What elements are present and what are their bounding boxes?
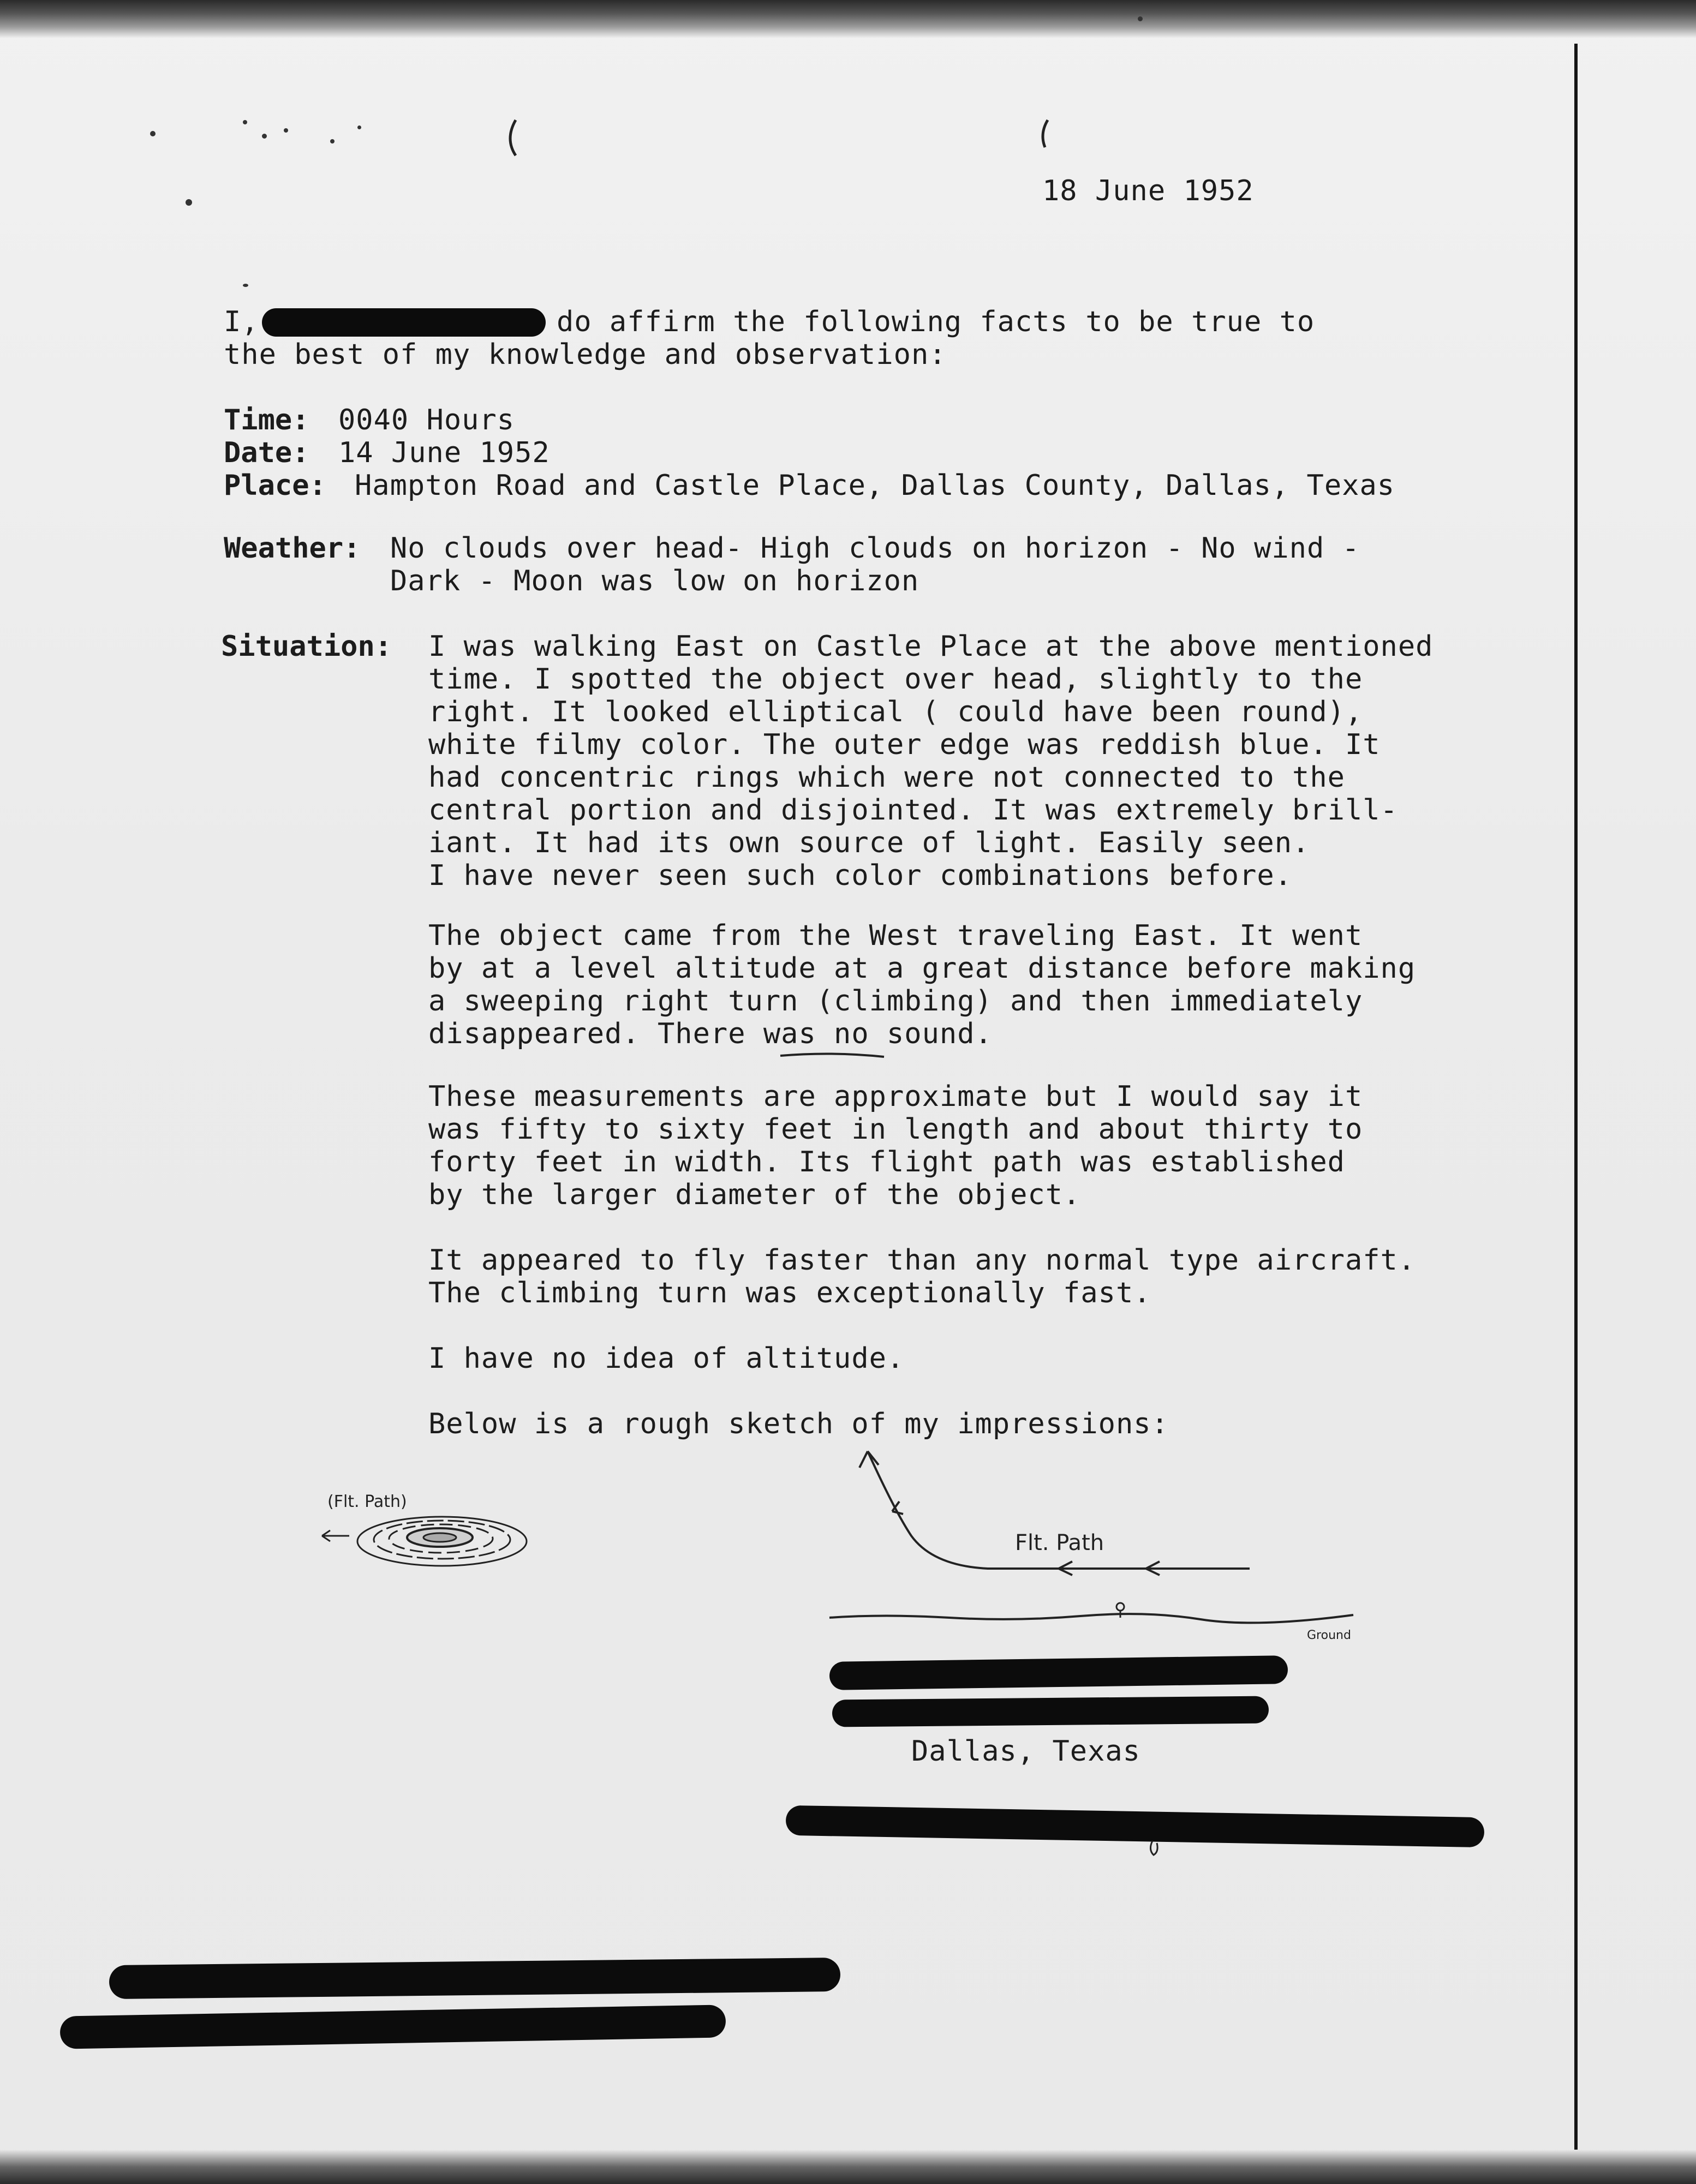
paragraph-line: white filmy color. The outer edge was reddish blue. It — [428, 728, 1381, 761]
affirmation-prefix: I, — [224, 306, 259, 338]
paragraph-line: forty feet in width. Its flight path was established — [428, 1146, 1345, 1178]
paragraph-line: Below is a rough sketch of my impressions: — [428, 1408, 1169, 1440]
handwritten-underline — [778, 1050, 887, 1061]
situation-paragraph-2 — [428, 919, 1416, 1050]
paragraph-line: It appeared to fly faster than any normal type aircraft. — [428, 1244, 1416, 1277]
place-label: Place: — [224, 469, 326, 502]
paragraph-line: time. I spotted the object over head, slightly to the — [428, 663, 1363, 696]
document-date: 18 June 1952 — [1042, 175, 1254, 207]
situation-paragraph-5 — [428, 1342, 904, 1375]
paragraph-line: by at a level altitude at a great distance before making — [428, 952, 1416, 985]
paragraph-line: disappeared. There was no sound. — [428, 1018, 993, 1050]
redaction-name — [262, 308, 546, 337]
redaction-signature-line-2 — [832, 1696, 1269, 1727]
affirmation-line2: the best of my knowledge and observation: — [224, 338, 947, 371]
paragraph-line: These measurements are approximate but I would say it — [428, 1080, 1363, 1113]
weather-label: Weather: — [224, 532, 361, 565]
affirmation-line1: do affirm the following facts to be true to — [557, 306, 1315, 338]
situation-paragraph-6 — [428, 1408, 1169, 1440]
object-sketch — [316, 1511, 535, 1599]
paragraph-line: The climbing turn was exceptionally fast. — [428, 1277, 1151, 1309]
situation-paragraph-4 — [428, 1244, 1416, 1309]
sketch-right-label: Flt. Path — [1015, 1530, 1104, 1555]
situation-paragraph-3 — [428, 1080, 1363, 1211]
paragraph-line: central portion and disjointed. It was extremely brill- — [428, 794, 1398, 827]
date-label: Date: — [224, 436, 309, 469]
paragraph-line: I have never seen such color combinations before. — [428, 859, 1293, 892]
paragraph-line: by the larger diameter of the object. — [428, 1178, 1081, 1211]
signature-mark — [1146, 1839, 1168, 1860]
paragraph-line: had concentric rings which were not connected to the — [428, 761, 1345, 794]
sketch-left-label: (Flt. Path) — [327, 1492, 407, 1511]
time-label: Time: — [224, 404, 309, 436]
weather-line-1: No clouds over head- High clouds on horizon - No wind - — [390, 532, 1360, 565]
paragraph-line: I was walking East on Castle Place at the above mentioned — [428, 630, 1434, 663]
situation-paragraph-1 — [428, 630, 1433, 892]
situation-label: Situation: — [221, 630, 392, 663]
signature-city: Dallas, Texas — [911, 1735, 1140, 1768]
weather-line-2: Dark - Moon was low on horizon — [390, 565, 919, 597]
date-value: 14 June 1952 — [338, 436, 550, 469]
time-value: 0040 Hours — [338, 404, 515, 436]
paragraph-line: iant. It had its own source of light. Easily seen. — [428, 827, 1310, 859]
paragraph-line: a sweeping right turn (climbing) and then immediately — [428, 985, 1363, 1018]
paragraph-line: I have no idea of altitude. — [428, 1342, 905, 1375]
paragraph-line: The object came from the West traveling East. It went — [428, 919, 1363, 952]
sketch-ground-label: Ground — [1307, 1629, 1351, 1642]
paragraph-line: was fifty to sixty feet in length and about thirty to — [428, 1113, 1363, 1146]
place-value: Hampton Road and Castle Place, Dallas County, Dallas, Texas — [355, 469, 1395, 502]
paragraph-line: right. It looked elliptical ( could have been round), — [428, 696, 1363, 728]
